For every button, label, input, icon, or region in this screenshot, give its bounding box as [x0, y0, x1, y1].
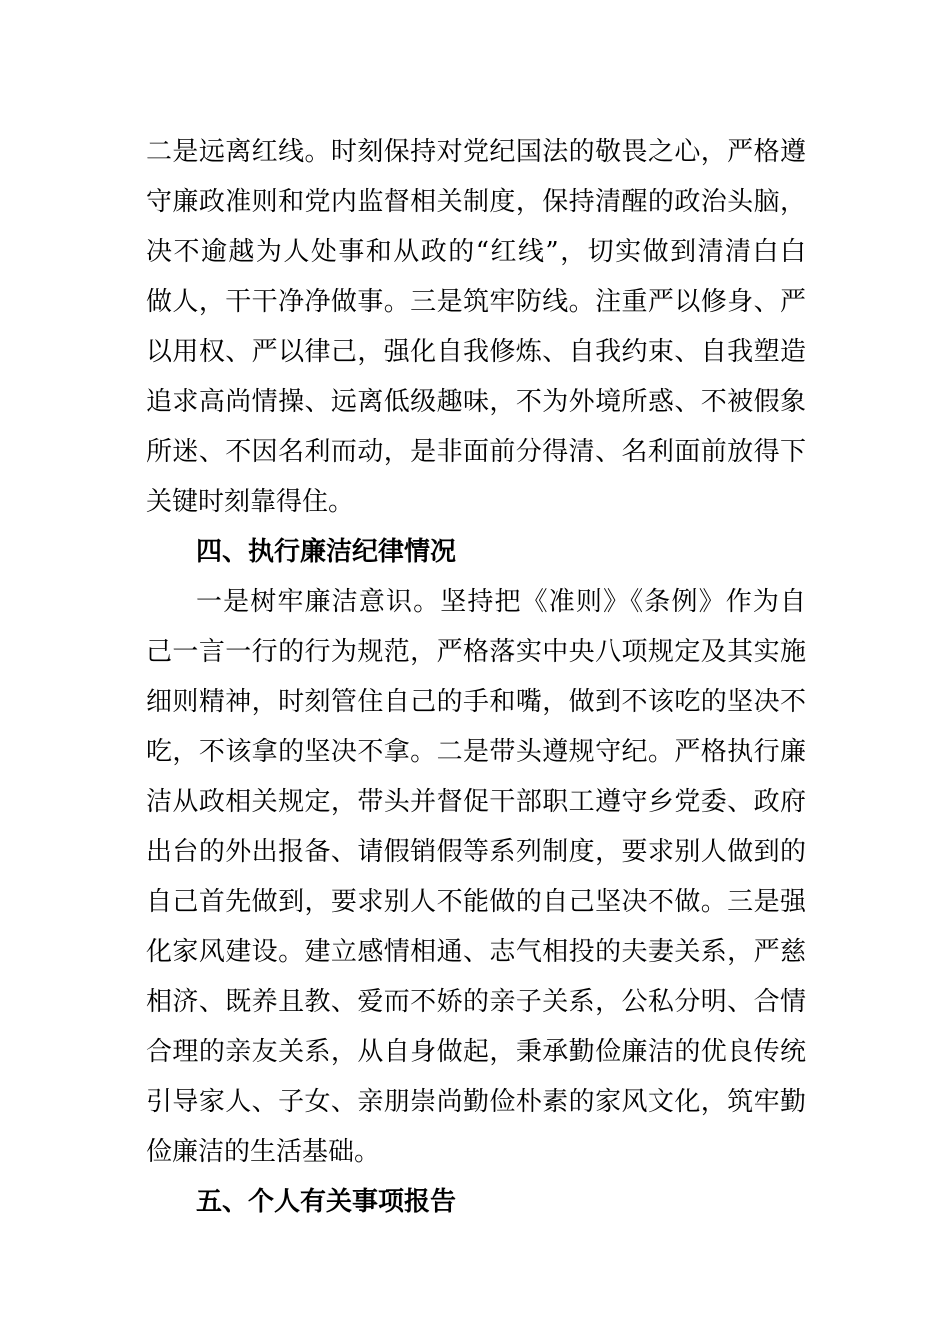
paragraph-line: 出台的外出报备、请假销假等系列制度，要求别人做到的	[146, 837, 806, 867]
paragraph-line: 二是远离红线。时刻保持对党纪国法的敬畏之心，严格遵	[146, 137, 806, 167]
paragraph-line: 细则精神，时刻管住自己的手和嘴，做到不该吃的坚决不	[146, 687, 806, 717]
paragraph-line: 关键时刻靠得住。	[146, 487, 355, 517]
section-heading-4: 四、执行廉洁纪律情况	[196, 537, 457, 567]
paragraph-line: 决不逾越为人处事和从政的“红线”，切实做到清清白白	[146, 237, 806, 267]
paragraph-line: 做人，干干净净做事。三是筑牢防线。注重严以修身、严	[146, 287, 806, 317]
paragraph-line: 俭廉洁的生活基础。	[146, 1137, 381, 1167]
paragraph-line: 追求高尚情操、远离低级趣味，不为外境所惑、不被假象	[146, 387, 806, 417]
paragraph-line: 相济、既养且教、爱而不娇的亲子关系，公私分明、合情	[146, 987, 806, 1017]
paragraph-line: 吃，不该拿的坚决不拿。二是带头遵规守纪。严格执行廉	[146, 737, 806, 767]
paragraph-line: 所迷、不因名利而动，是非面前分得清、名利面前放得下	[146, 437, 806, 467]
section-heading-5: 五、个人有关事项报告	[196, 1187, 457, 1217]
paragraph-line: 洁从政相关规定，带头并督促干部职工遵守乡党委、政府	[146, 787, 806, 817]
paragraph-line: 化家风建设。建立感情相通、志气相投的夫妻关系，严慈	[146, 937, 806, 967]
paragraph-line: 引导家人、子女、亲朋崇尚勤俭朴素的家风文化，筑牢勤	[146, 1087, 806, 1117]
paragraph-line: 守廉政准则和党内监督相关制度，保持清醒的政治头脑，	[146, 187, 806, 217]
paragraph-line: 以用权、严以律己，强化自我修炼、自我约束、自我塑造	[146, 337, 806, 367]
paragraph-line: 合理的亲友关系，从自身做起，秉承勤俭廉洁的优良传统	[146, 1037, 806, 1067]
paragraph-line: 自己首先做到，要求别人不能做的自己坚决不做。三是强	[146, 887, 806, 917]
paragraph-line: 己一言一行的行为规范，严格落实中央八项规定及其实施	[146, 637, 806, 667]
paragraph-line: 一是树牢廉洁意识。坚持把《准则》《条例》作为自	[196, 587, 806, 617]
